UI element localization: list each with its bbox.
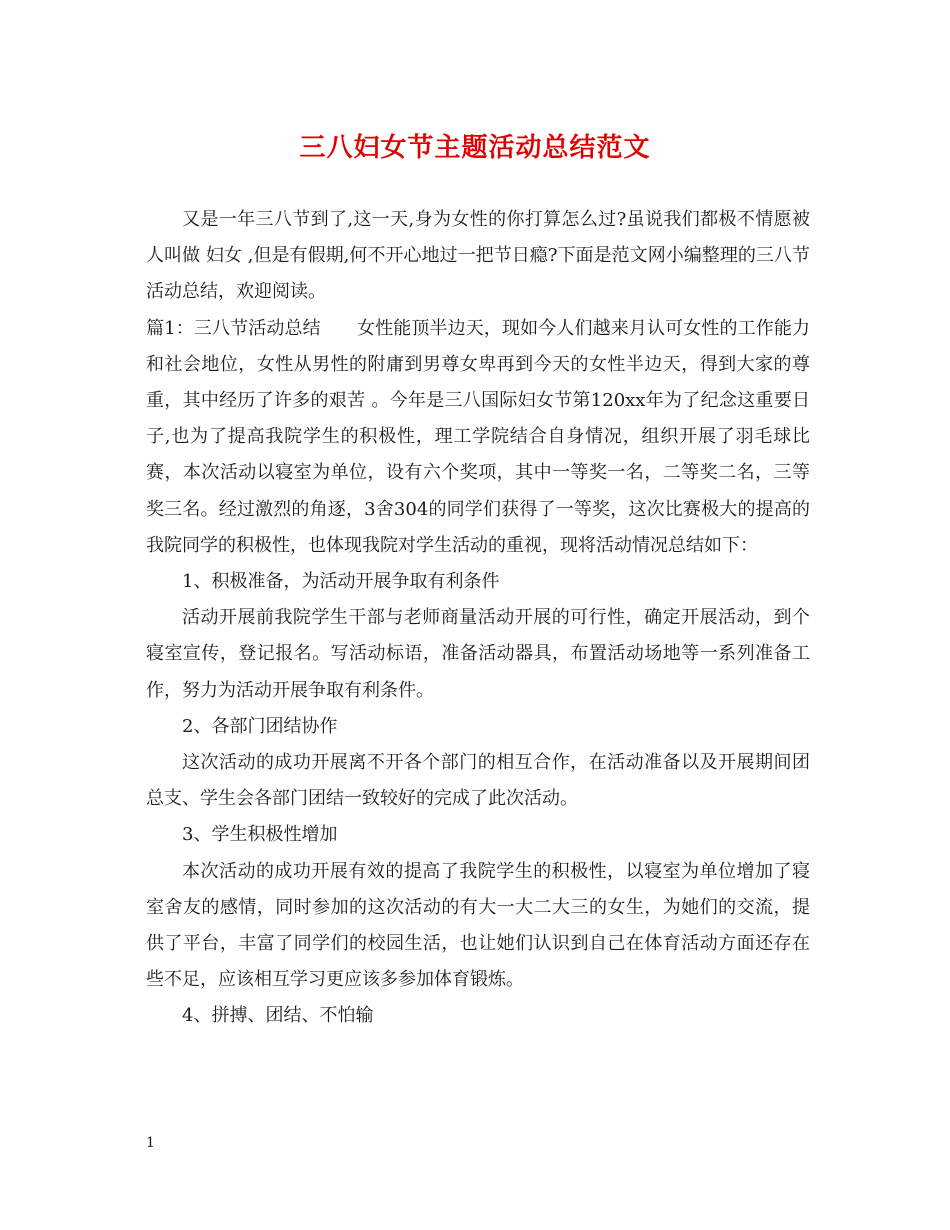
section-heading-3: 3、学生积极性增加 [182,824,338,846]
page-title: 三八妇女节主题活动总结范文 [299,133,651,163]
section-paragraph-2: 这次活动的成功开展离不开各个部门的相互合作，在活动准备以及开展期间团总支、学生会各部门团结一致较好的完成了此次活动。 [146,752,810,810]
intro-paragraph: 又是一年三八节到了,这一天,身为女性的你打算怎么过?虽说我们都极不情愿被人叫做 妇女 ,但是有假期,何不开心地过一把节日瘾?下面是范文网小编整理的三八节活动总结，欢迎阅读。 [146,209,810,303]
section-heading-1: 1、积极准备，为活动开展争取有利条件 [182,571,500,593]
document-body [146,202,810,1035]
article-1-paragraph: 篇1：三八节活动总结 女性能顶半边天，现如今人们越来月认可女性的工作能力和社会地位，女性从男性的附庸到男尊女卑再到今天的女性半边天，得到大家的尊重，其中经历了许多的艰苦 。今年是三八国际妇女节第120xx年为了纪念这重要日子,也为了提高我院学生的积极性，理工学院结合自身情况，组织开展了羽毛球比赛，本次活动以寝室为单位，设有六个奖项，其中一等奖一名，二等奖二名，三等奖三名。经过激烈的角逐，3舍304的同学们获得了一等奖，这次比赛极大的提高的我院同学的积极性，也体现我院对学生活动的重视，现将活动情况总结如下： [146,317,810,556]
section-heading-2: 2、各部门团结协作 [182,715,338,737]
section-paragraph-1: 活动开展前我院学生干部与老师商量活动开展的可行性，确定开展活动，到个寝室宣传，登记报名。写活动标语，准备活动器具，布置活动场地等一系列准备工作，努力为活动开展争取有利条件。 [146,607,810,701]
section-paragraph-3: 本次活动的成功开展有效的提高了我院学生的积极性，以寝室为单位增加了寝室舍友的感情，同时参加的这次活动的有大一大二大三的女生，为她们的交流，提供了平台，丰富了同学们的校园生活，也让她们认识到自己在体育活动方面还存在些不足，应该相互学习更应该多参加体育锻炼。 [146,860,810,991]
section-heading-4: 4、拼搏、团结、不怕输 [182,1005,374,1027]
page-number: 1 [146,1135,155,1151]
